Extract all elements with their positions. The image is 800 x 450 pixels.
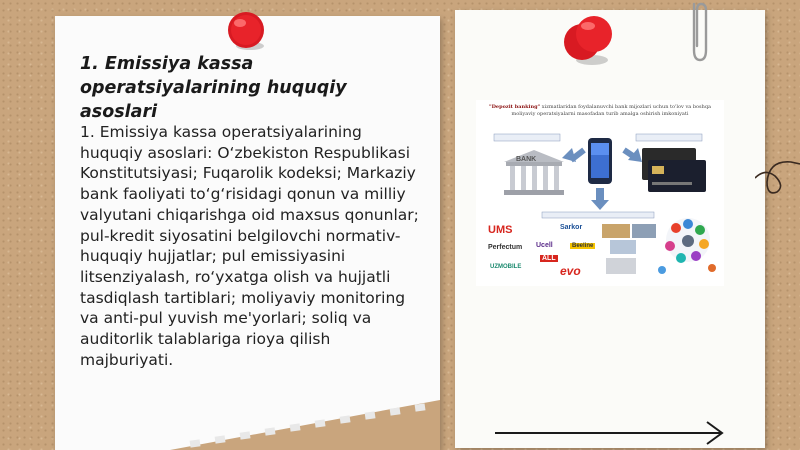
- torn-edge-decoration: [170, 400, 440, 450]
- swirl-icon: [755, 150, 800, 200]
- smartphone-icon: [588, 138, 612, 184]
- logo-perfectum: Perfectum: [488, 244, 523, 251]
- paperclip-icon: [686, 0, 714, 64]
- svg-text:BANK: BANK: [516, 156, 537, 163]
- banking-diagram: [476, 100, 724, 286]
- slide-body-text: 1. Emissiya kassa operatsiyalarining huquqiy asoslari: O‘zbekiston Respublikasi Konstitutsiyasi; Fuqarolik kodeksi; Markaziy bank faoliyati to‘g‘risidagi qonun va milliy valyutani chiqarishga oid maxsus qonunlar; pul-kredit siyosatini belgilovchi normativ-huquqiy hujjatlar; pul emissiyasini litsenziyalash, ro‘yxatga olish va hujjatli tasdiqlash tartiblari; moliyaviy monitoring va anti-pul yuvish me'yorlari; soliq va auditorlik talablariga rioya qilish majburiyati.: [80, 123, 419, 369]
- pushpin-icon: [222, 8, 272, 52]
- services-icon-cluster: [658, 218, 716, 274]
- logo-beeline: Beeline: [572, 243, 594, 249]
- card-icon: [642, 148, 706, 192]
- logo-ucell: Ucell: [536, 242, 553, 249]
- arrow-right-icon: [495, 420, 727, 446]
- logo-all: ALL: [542, 255, 556, 262]
- slide-title: 1. Emissiya kassa operatsiyalarining huquqiy asoslari: [80, 54, 347, 122]
- logo-evo: evo: [560, 264, 581, 278]
- bank-icon: [504, 150, 564, 195]
- figure-caption-bold: "Depozit banking": [488, 104, 541, 110]
- logo-sarkor: Sarkor: [560, 224, 583, 231]
- pushpin-icon: [558, 12, 620, 68]
- depozit-banking-figure: [476, 100, 724, 286]
- figure-caption-text: xizmatlaridan foydalanuvchi bank mijozlari uchun to'lov va boshqa moliyaviy operatsiyalarni masofadan turib amalga oshirish imkoniyati: [511, 104, 712, 117]
- logo-ums: UMS: [488, 224, 513, 236]
- logo-uzmobile: UZMOBILE: [490, 264, 522, 270]
